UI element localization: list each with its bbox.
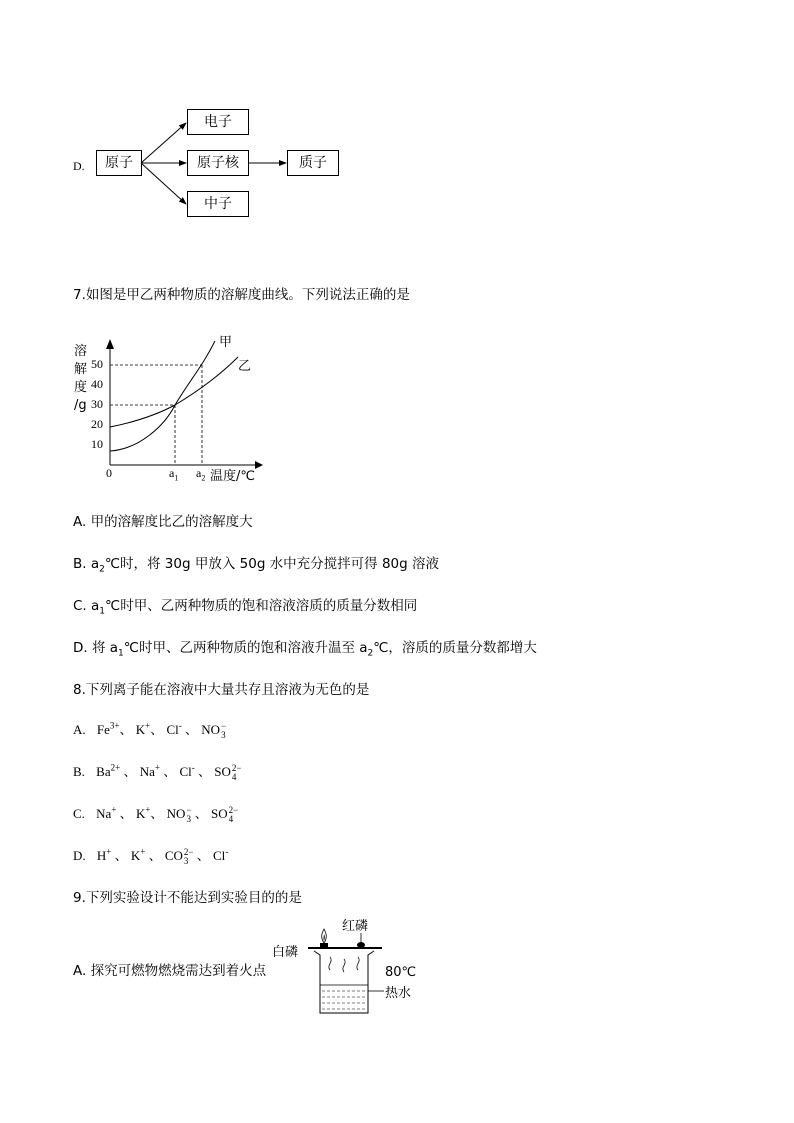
q8-stem: 8.下列离子能在溶液中大量共存且溶液为无色的是 xyxy=(73,682,370,698)
hot-water-label: 热水 xyxy=(385,986,412,1001)
temperature-label: 80℃ xyxy=(385,965,417,980)
origin-label: 0 xyxy=(106,466,112,480)
q7-option-a: A. 甲的溶解度比乙的溶解度大 xyxy=(73,514,253,530)
ylabel-char: 溶 xyxy=(74,344,88,359)
red-phosphorus-label: 红磷 xyxy=(342,919,369,934)
ylabel xyxy=(74,343,87,415)
white-phosphorus-label: 白磷 xyxy=(272,945,299,960)
curve-yi xyxy=(110,357,238,427)
atom-box: 原子 xyxy=(96,150,142,176)
q7-option-c: C. $a_1℃$时甲、乙两种物质的饱和溶液溶质的质量分数相同 xyxy=(73,598,418,617)
q7-option-b: B. $a_2℃$时，将 30g 甲放入 50g 水中充分搅拌可得 80g 溶液 xyxy=(73,556,440,575)
q9-option-a: A. 探究可燃物燃烧需达到着火点 xyxy=(73,963,267,979)
curve-label-yi: 乙 xyxy=(238,359,252,374)
q7-option-d: D. 将 $a_1℃$时甲、乙两种物质的饱和溶液升温至 $a_2℃$，溶质的质量分数都增大 xyxy=(73,640,537,659)
option-label-d: D. xyxy=(73,159,85,173)
ytick: 10 xyxy=(91,437,103,451)
ylabel-char: 度 xyxy=(74,380,88,395)
q8-option-d: D. H+ 、 K+ 、 CO 2− 3 、 Cl- xyxy=(73,846,229,867)
ytick: 40 xyxy=(91,377,103,391)
q8-option-b: B. $Ba^{2+}$ 、 Na+ 、 Cl- 、 SO 2− 4 xyxy=(73,762,242,783)
curve-label-jia: 甲 xyxy=(219,335,233,350)
nucleus-box: 原子核 xyxy=(187,150,249,176)
xtick-a1: $a_1$ xyxy=(169,466,179,483)
ylabel-char: /g xyxy=(74,398,87,413)
q8-option-a: A. $Fe^{3+}$、 K+、 Cl- 、 NO − 3 xyxy=(73,720,227,741)
proton-box: 质子 xyxy=(287,150,339,176)
xlabel: 温度/℃ xyxy=(210,469,255,484)
ytick: 50 xyxy=(91,357,103,371)
ylabel-char: 解 xyxy=(74,362,88,377)
q8-option-c: C. Na+ 、 K+、 NO − 3 、 SO 2− 4 xyxy=(73,804,239,825)
ytick: 20 xyxy=(91,417,103,431)
ytick: 30 xyxy=(91,397,103,411)
xtick-a2: $a_2$ xyxy=(196,466,206,483)
curve-jia xyxy=(110,341,215,451)
electron-box: 电子 xyxy=(187,109,249,135)
neutron-box: 中子 xyxy=(187,191,249,217)
q7-stem: 7.如图是甲乙两种物质的溶解度曲线。下列说法正确的是 xyxy=(73,287,410,303)
q9-stem: 9.下列实验设计不能达到实验目的的是 xyxy=(73,890,302,906)
atom-diagram-arrows xyxy=(0,0,794,260)
